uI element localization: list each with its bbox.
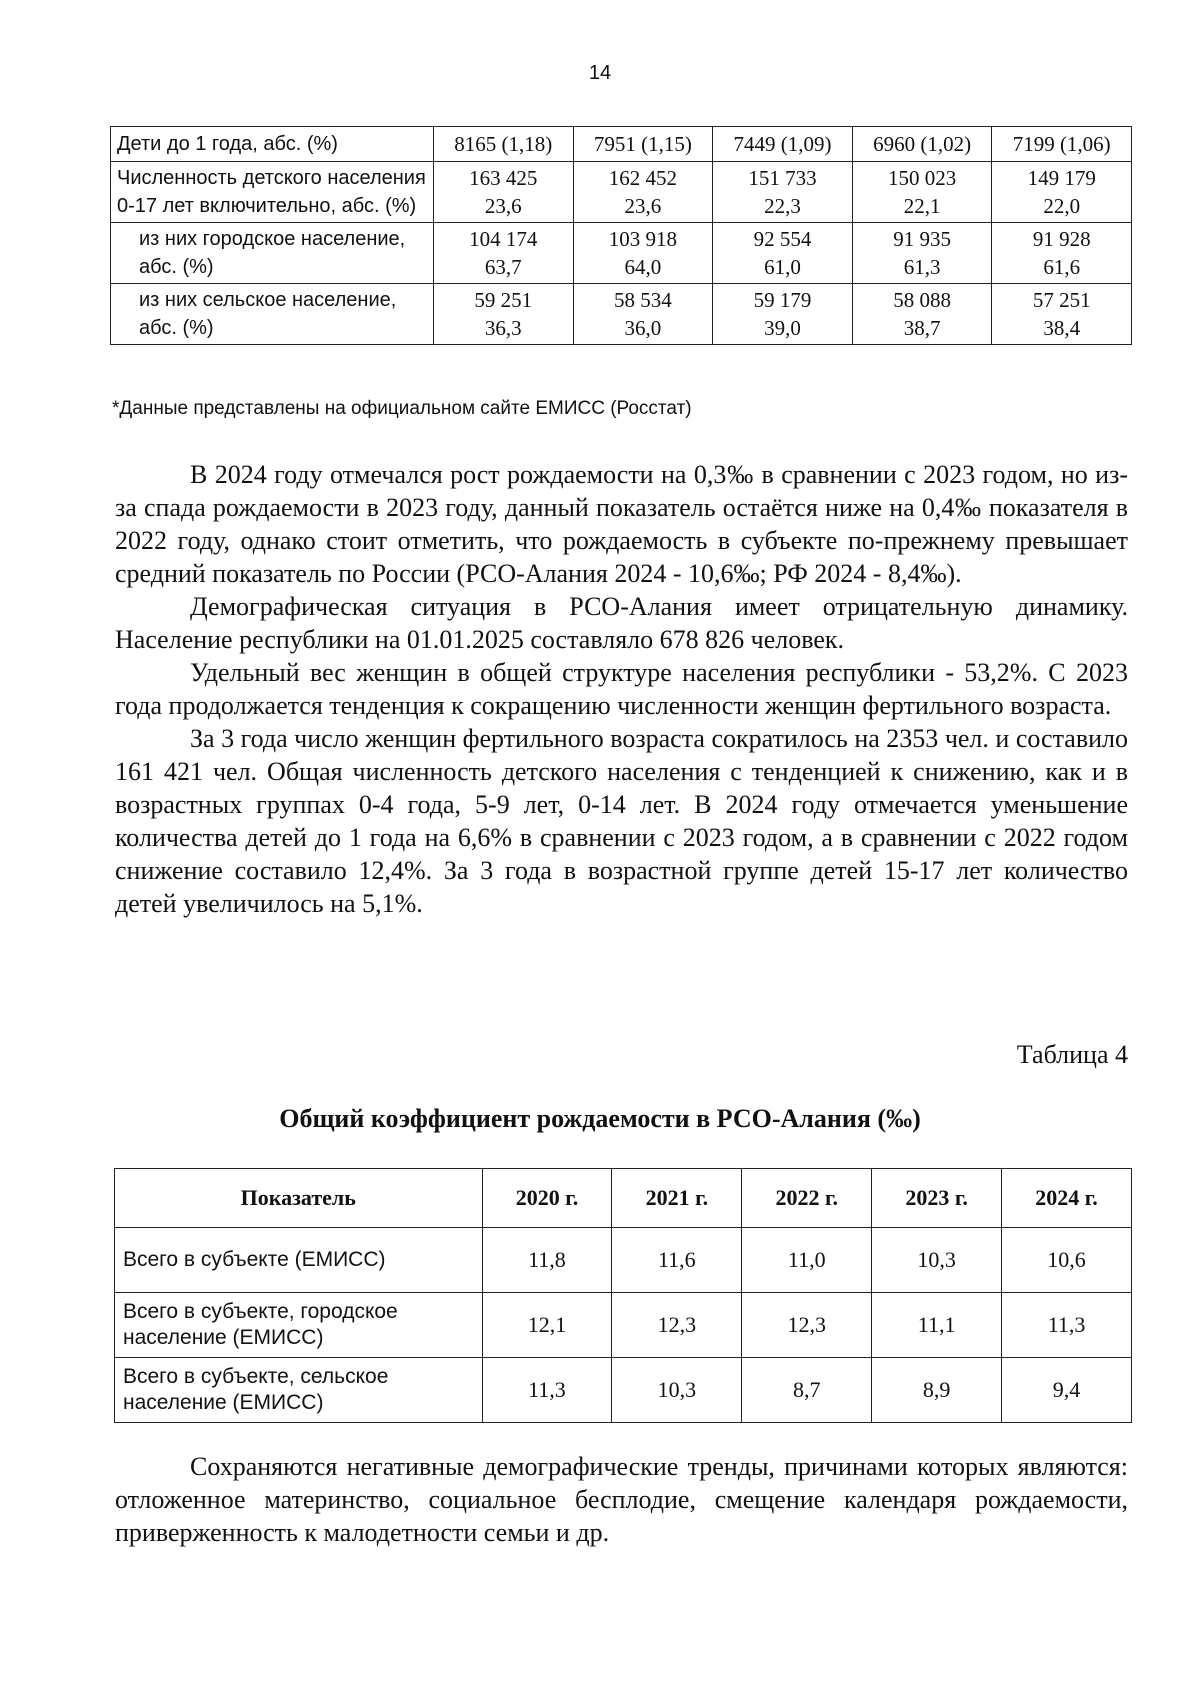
paragraph: За 3 года число женщин фертильного возраста сократилось на 2353 чел. и составило 161 421 чел. Общая численность детского населения с тенденцией к снижению, как и в возрастных группах 0-4 года, 5-9 лет, 0-14 лет. В 2024 году отмечается уменьшение количества детей до 1 года на 6,6% в сравнении с 2023 годом, а в сравнении с 2022 годом снижение составило 12,4%. За 3 года в возрастной группе детей 15-17 лет количество детей увеличилось на 5,1%. (115, 724, 1128, 918)
table-cell: 150 023 22,1 (852, 162, 992, 223)
table-cell: 7199 (1,06) (992, 127, 1132, 162)
table-cell: 92 554 61,0 (713, 223, 853, 284)
table-row (115, 1358, 1132, 1423)
table-cell: 6960 (1,02) (852, 127, 992, 162)
table-cell: 57 251 38,4 (992, 284, 1132, 345)
table-cell: 12,3 (742, 1293, 872, 1358)
column-header: 2022 г. (742, 1169, 872, 1228)
table-row (115, 1293, 1132, 1358)
table-cell: 163 425 23,6 (434, 162, 574, 223)
table-cell: 91 928 61,6 (992, 223, 1132, 284)
table-cell: 11,1 (872, 1293, 1002, 1358)
table-cell: 162 452 23,6 (573, 162, 713, 223)
column-header: Показатель (115, 1169, 483, 1228)
table-cell: 104 174 63,7 (434, 223, 574, 284)
column-header: 2024 г. (1002, 1169, 1132, 1228)
table-cell: 8165 (1,18) (434, 127, 574, 162)
table-cell: 7449 (1,09) (713, 127, 853, 162)
table-footnote: *Данные представлены на официальном сайте ЕМИСС (Росстат) (112, 398, 692, 419)
table-row (111, 284, 1132, 345)
table-row (111, 223, 1132, 284)
row-label: из них сельское население, абс. (%) (111, 284, 434, 345)
birth-rate-table (114, 1168, 1132, 1423)
table-cell: 11,8 (482, 1228, 612, 1293)
table-cell: 58 534 36,0 (573, 284, 713, 345)
table-cell: 59 179 39,0 (713, 284, 853, 345)
table-cell: 11,3 (1002, 1293, 1132, 1358)
table-row (111, 127, 1132, 162)
column-header: 2021 г. (612, 1169, 742, 1228)
table-cell: 12,1 (482, 1293, 612, 1358)
table-cell: 149 179 22,0 (992, 162, 1132, 223)
table-header-row (115, 1169, 1132, 1228)
table-cell: 8,7 (742, 1358, 872, 1423)
table-number-label: Таблица 4 (1016, 1040, 1128, 1069)
row-label: Дети до 1 года, абс. (%) (111, 127, 434, 162)
row-label: из них городское население, абс. (%) (111, 223, 434, 284)
table-cell: 10,6 (1002, 1228, 1132, 1293)
table-cell: 11,0 (742, 1228, 872, 1293)
row-label: Численность детского населения 0-17 лет включительно, абс. (%) (111, 162, 434, 223)
table-cell: 58 088 38,7 (852, 284, 992, 345)
table-title: Общий коэффициент рождаемости в РСО-Алания (‰) (279, 1104, 921, 1133)
table-cell: 8,9 (872, 1358, 1002, 1423)
column-header: 2023 г. (872, 1169, 1002, 1228)
table-cell: 151 733 22,3 (713, 162, 853, 223)
table-row (115, 1228, 1132, 1293)
paragraph: В 2024 году отмечался рост рождаемости на 0,3‰ в сравнении с 2023 годом, но из-за спада рождаемости в 2023 году, данный показатель остаётся ниже на 0,4‰ показателя в 2022 году, однако стоит отметить, что рождаемость в субъекте по-прежнему превышает средний показатель по России (РСО-Алания 2024 - 10,6‰; РФ 2024 - 8,4‰). (115, 460, 1128, 588)
row-label: Всего в субъекте, сельское население (ЕМИСС) (115, 1358, 483, 1423)
table-cell: 59 251 36,3 (434, 284, 574, 345)
paragraph: Демографическая ситуация в РСО-Алания имеет отрицательную динамику. Население республики на 01.01.2025 составляло 678 826 человек. (115, 592, 1128, 654)
column-header: 2020 г. (482, 1169, 612, 1228)
children-population-table (110, 126, 1132, 345)
page-number: 14 (588, 62, 612, 84)
table-cell: 11,6 (612, 1228, 742, 1293)
table-cell: 91 935 61,3 (852, 223, 992, 284)
table-cell: 11,3 (482, 1358, 612, 1423)
table-cell: 10,3 (612, 1358, 742, 1423)
paragraph: Удельный вес женщин в общей структуре населения республики - 53,2%. С 2023 года продолжается тенденция к сокращению численности женщин фертильного возраста. (115, 658, 1128, 720)
table-cell: 9,4 (1002, 1358, 1132, 1423)
row-label: Всего в субъекте (ЕМИСС) (115, 1228, 483, 1293)
closing-text (115, 1450, 1128, 1549)
table-cell: 103 918 64,0 (573, 223, 713, 284)
table-cell: 12,3 (612, 1293, 742, 1358)
table-cell: 10,3 (872, 1228, 1002, 1293)
paragraph: Сохраняются негативные демографические тренды, причинами которых являются: отложенное материнство, социальное бесплодие, смещение календаря рождаемости, приверженность к малодетности семьи и др. (115, 1452, 1128, 1547)
row-label: Всего в субъекте, городское население (ЕМИСС) (115, 1293, 483, 1358)
table-row (111, 162, 1132, 223)
body-text (115, 458, 1128, 920)
table-cell: 7951 (1,15) (573, 127, 713, 162)
